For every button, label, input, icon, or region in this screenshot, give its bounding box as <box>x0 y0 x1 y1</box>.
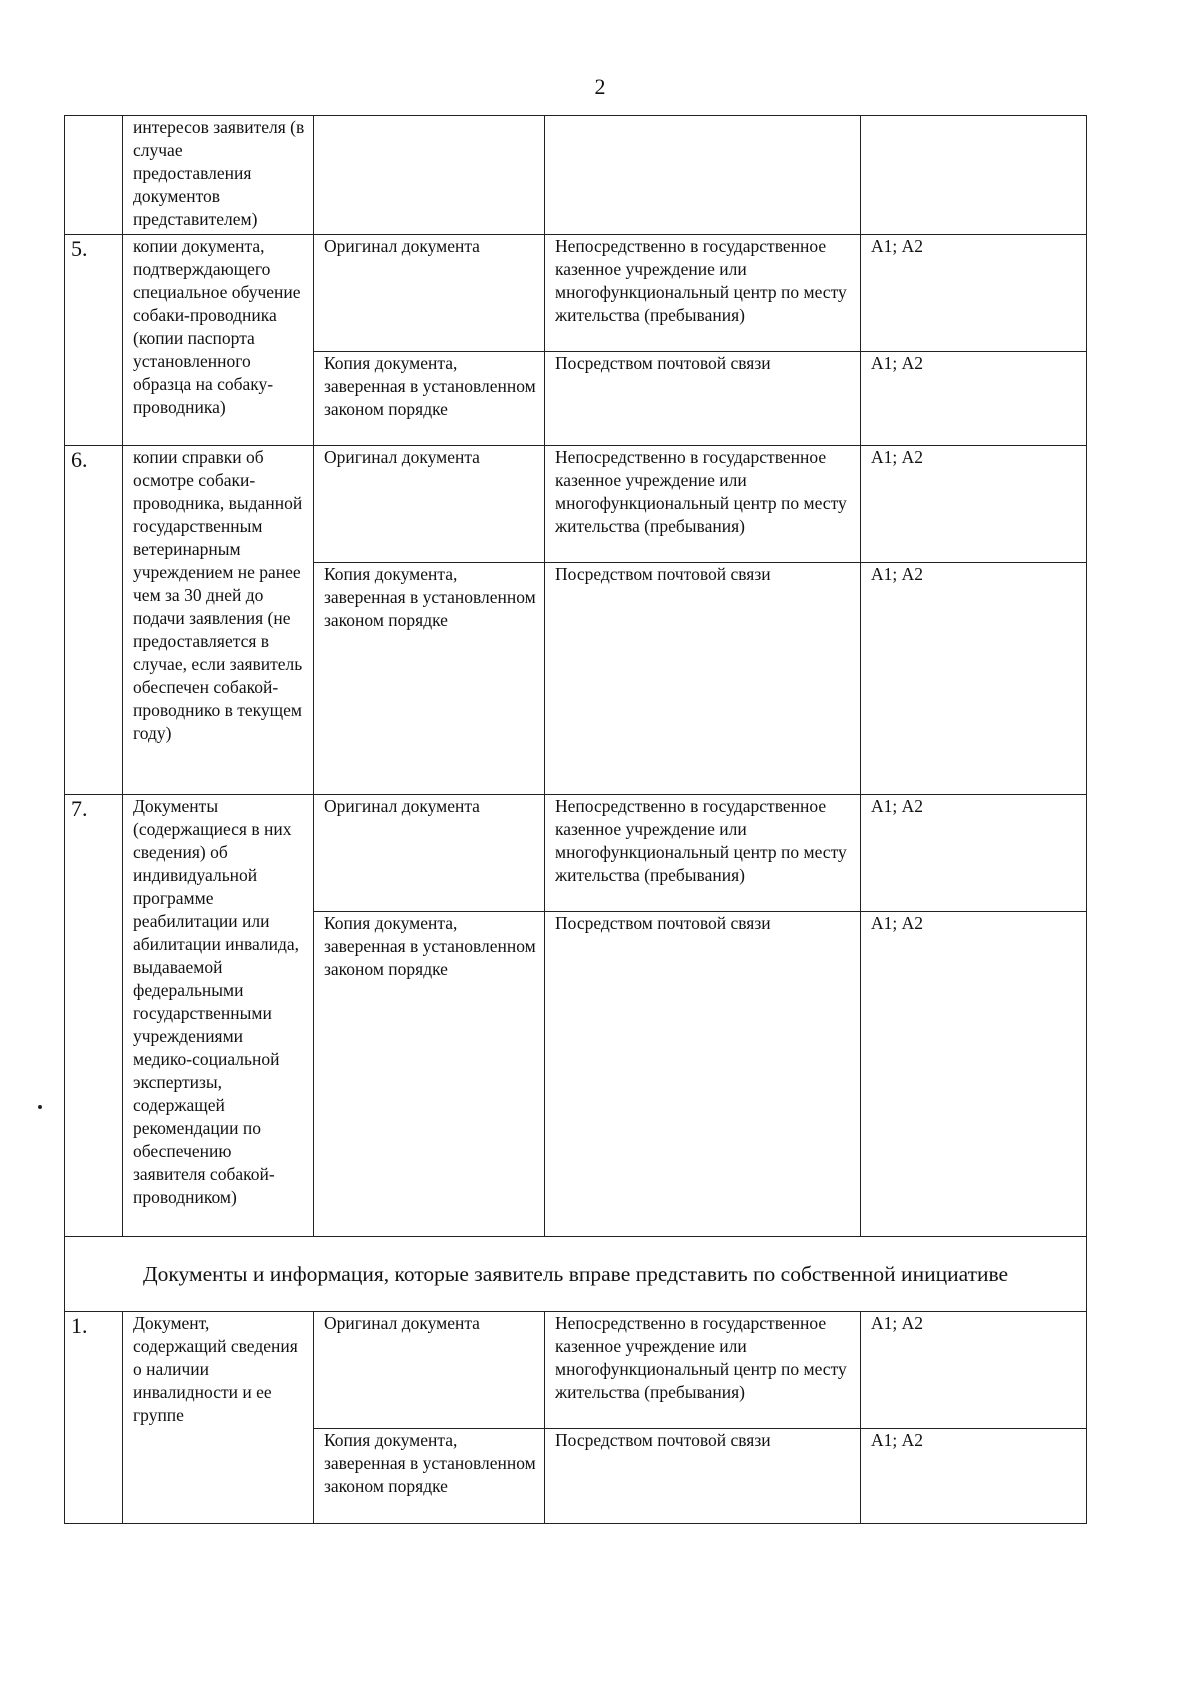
document-name: Документ, содержащий сведения о наличии инвалидности и ее группе <box>123 1312 314 1524</box>
form-original: Оригинал документа <box>314 795 545 912</box>
form-original: Оригинал документа <box>314 1312 545 1429</box>
table-row-7 <box>65 795 1087 912</box>
section-title: Документы и информация, которые заявитель вправе представить по собственной инициативе <box>65 1237 1087 1312</box>
method-direct: Непосредственно в государственное казенное учреждение или многофункциональный центр по месту жительства (пребывания) <box>545 795 861 912</box>
documents-table <box>64 115 1087 1524</box>
row-number: 6. <box>65 446 123 795</box>
method-post: Посредством почтовой связи <box>545 563 861 795</box>
form-original: Оригинал документа <box>314 446 545 563</box>
document-name: копии документа, подтверждающего специальное обучение собаки-проводника (копии паспорта установленного образца на собаку-проводника) <box>123 235 314 446</box>
method-post: Посредством почтовой связи <box>545 352 861 446</box>
document-name: Документы (содержащиеся в них сведения) об индивидуальной программе реабилитации или абилитации инвалида, выдаваемой федеральными государственными учреждениями медико-социальной экспертизы, содержащей рекомендации по обеспечению заявителя собакой-проводником) <box>123 795 314 1237</box>
method-post: Посредством почтовой связи <box>545 912 861 1237</box>
page-number: 2 <box>594 74 606 99</box>
table-row-5 <box>65 235 1087 352</box>
form-original: Оригинал документа <box>314 235 545 352</box>
form-copy: Копия документа, заверенная в установленном законом порядке <box>314 563 545 795</box>
code-original: А1; А2 <box>861 446 1087 563</box>
row-number: 7. <box>65 795 123 1237</box>
form-copy: Копия документа, заверенная в установленном законом порядке <box>314 1429 545 1524</box>
scan-speck <box>38 1105 42 1109</box>
form-copy: Копия документа, заверенная в установленном законом порядке <box>314 912 545 1237</box>
code-cell <box>861 116 1087 235</box>
code-original: А1; А2 <box>861 235 1087 352</box>
table-row-continuation <box>65 116 1087 235</box>
code-copy: А1; А2 <box>861 912 1087 1237</box>
row-number-cell <box>65 116 123 235</box>
code-original: А1; А2 <box>861 795 1087 912</box>
code-copy: А1; А2 <box>861 1429 1087 1524</box>
method-cell <box>545 116 861 235</box>
method-direct: Непосредственно в государственное казенное учреждение или многофункциональный центр по месту жительства (пребывания) <box>545 1312 861 1429</box>
form-cell <box>314 116 545 235</box>
code-copy: А1; А2 <box>861 563 1087 795</box>
table-row-6 <box>65 446 1087 563</box>
row-number: 5. <box>65 235 123 446</box>
method-direct: Непосредственно в государственное казенное учреждение или многофункциональный центр по месту жительства (пребывания) <box>545 235 861 352</box>
table-row-section-1 <box>65 1312 1087 1429</box>
code-copy: А1; А2 <box>861 352 1087 446</box>
method-direct: Непосредственно в государственное казенное учреждение или многофункциональный центр по месту жительства (пребывания) <box>545 446 861 563</box>
form-copy: Копия документа, заверенная в установленном законом порядке <box>314 352 545 446</box>
document-name-cell: интересов заявителя (в случае предоставления документов представителем) <box>123 116 314 235</box>
section-header-row <box>65 1237 1087 1312</box>
document-name: копии справки об осмотре собаки-проводника, выданной государственным ветеринарным учреждением не ранее чем за 30 дней до подачи заявления (не предоставляется в случае, если заявитель обеспечен собакой-проводнико в текущем году) <box>123 446 314 795</box>
method-post: Посредством почтовой связи <box>545 1429 861 1524</box>
code-original: А1; А2 <box>861 1312 1087 1429</box>
row-number: 1. <box>65 1312 123 1524</box>
